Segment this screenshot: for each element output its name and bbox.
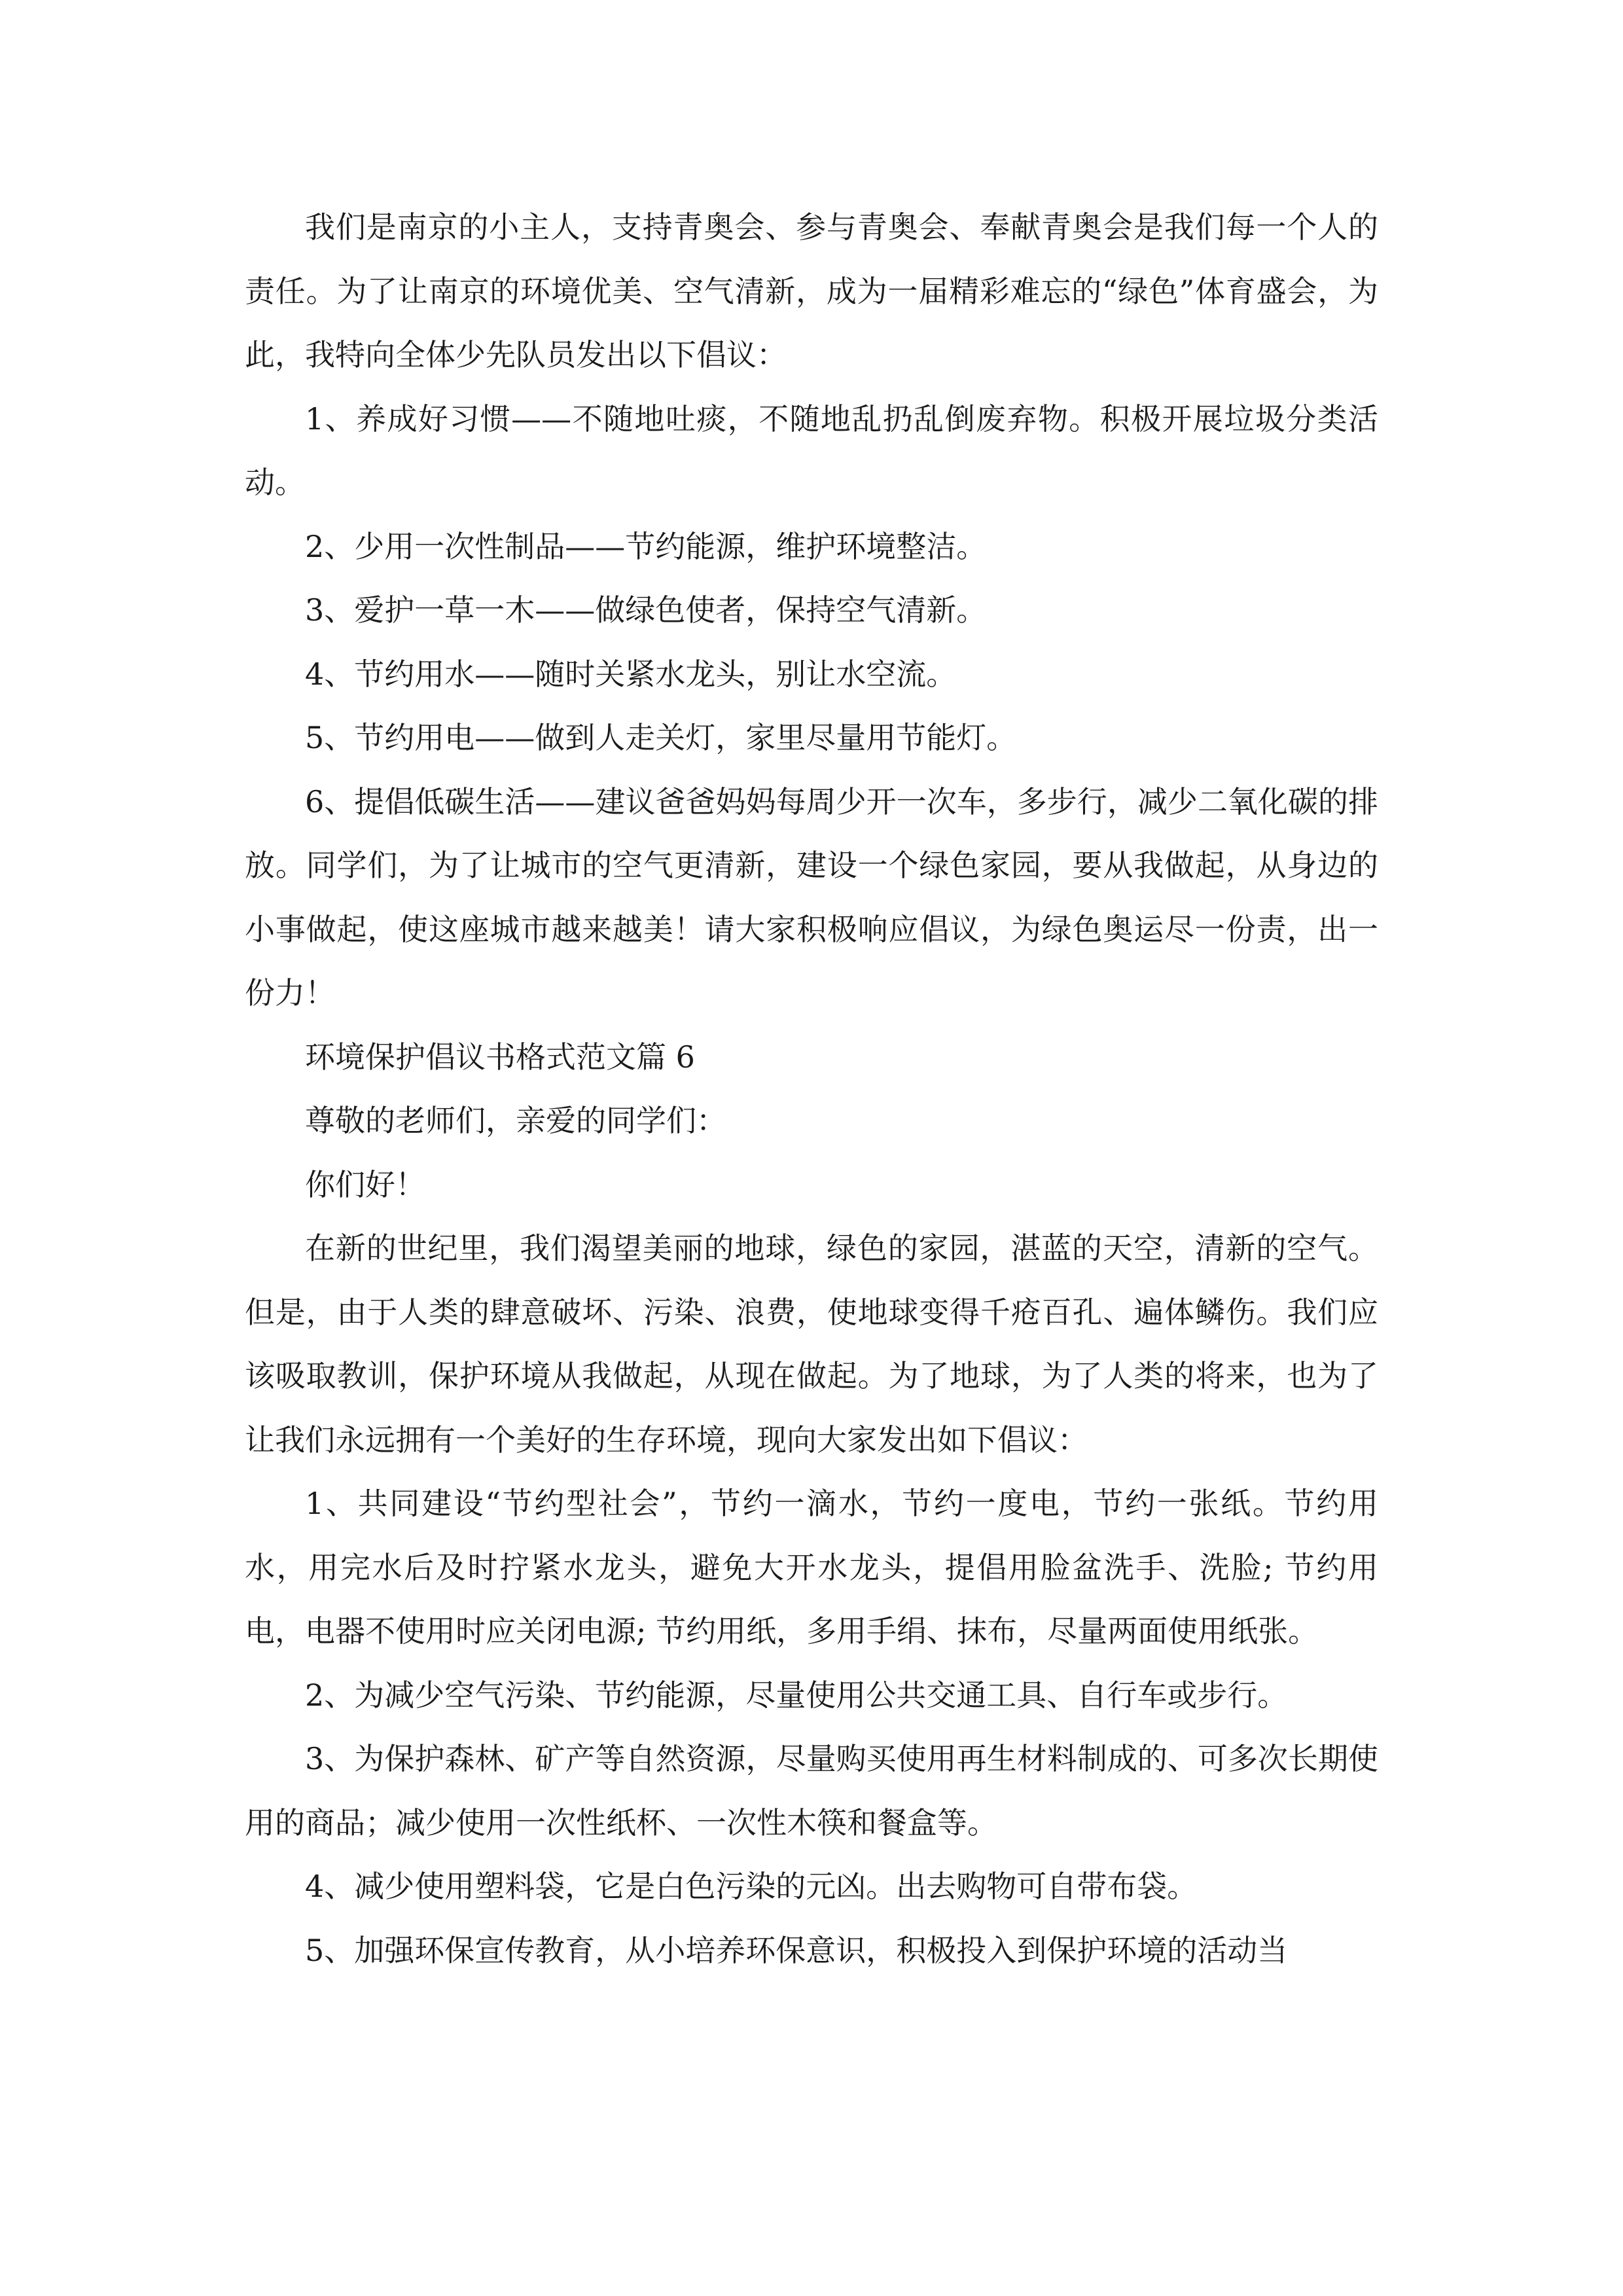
paragraph-item-3: 3、爱护一草一木——做绿色使者，保持空气清新。 [305, 592, 987, 628]
paragraph-proposal-1: 1、共同建设“节约型社会”，节约一滴水，节约一度电，节约一张纸。节约用水，用完水后及时拧紧水龙头，避免大开水龙头，提倡用脸盆洗手、洗脸; 节约用电，电器不使用时应关闭电源; 节约用纸，多用手绢、抹布，尽量两面使用纸张。 [245, 1486, 1378, 1649]
paragraph-body: 在新的世纪里，我们渴望美丽的地球，绿色的家园，湛蓝的天空，清新的空气。但是，由于人类的肆意破坏、污染、浪费，使地球变得千疮百孔、遍体鳞伤。我们应该吸取教训，保护环境从我做起，从现在做起。为了地球，为了人类的将来，也为了让我们永远拥有一个美好的生存环境，现向大家发出如下倡议： [245, 1230, 1378, 1458]
paragraph-item-5: 5、节约用电——做到人走关灯，家里尽量用节能灯。 [305, 720, 1017, 755]
paragraph-item-1: 1、养成好习惯——不随地吐痰，不随地乱扔乱倒废弃物。积极开展垃圾分类活动。 [245, 401, 1378, 500]
section-heading: 环境保护倡议书格式范文篇 6 [305, 1039, 695, 1075]
paragraph-proposal-2: 2、为减少空气污染、节约能源，尽量使用公共交通工具、自行车或步行。 [305, 1677, 1288, 1713]
greeting: 你们好！ [305, 1166, 425, 1202]
paragraph-item-4: 4、节约用水——随时关紧水龙头，别让水空流。 [305, 656, 957, 692]
paragraph-proposal-5: 5、加强环保宣传教育，从小培养环保意识，积极投入到保护环境的活动当 [305, 1932, 1288, 1968]
paragraph-proposal-4: 4、减少使用塑料袋，它是白色污染的元凶。出去购物可自带布袋。 [305, 1869, 1198, 1904]
paragraph-proposal-3: 3、为保护森林、矿产等自然资源，尽量购买使用再生材料制成的、可多次长期使用的商品；减少使用一次性纸杯、一次性木筷和餐盒等。 [245, 1741, 1378, 1840]
paragraph-item-6: 6、提倡低碳生活——建议爸爸妈妈每周少开一次车，多步行，减少二氧化碳的排放。同学们，为了让城市的空气更清新，建设一个绿色家园，要从我做起，从身边的小事做起，使这座城市越来越美！请大家积极响应倡议，为绿色奥运尽一份责，出一份力！ [245, 783, 1378, 1011]
document-body [245, 196, 1378, 1982]
paragraph-item-2: 2、少用一次性制品——节约能源，维护环境整洁。 [305, 528, 987, 564]
paragraph-intro: 我们是南京的小主人，支持青奥会、参与青奥会、奉献青奥会是我们每一个人的责任。为了让南京的环境优美、空气清新，成为一届精彩难忘的“绿色”体育盛会，为此，我特向全体少先队员发出以下倡议： [245, 209, 1378, 372]
salutation: 尊敬的老师们，亲爱的同学们： [305, 1103, 726, 1138]
